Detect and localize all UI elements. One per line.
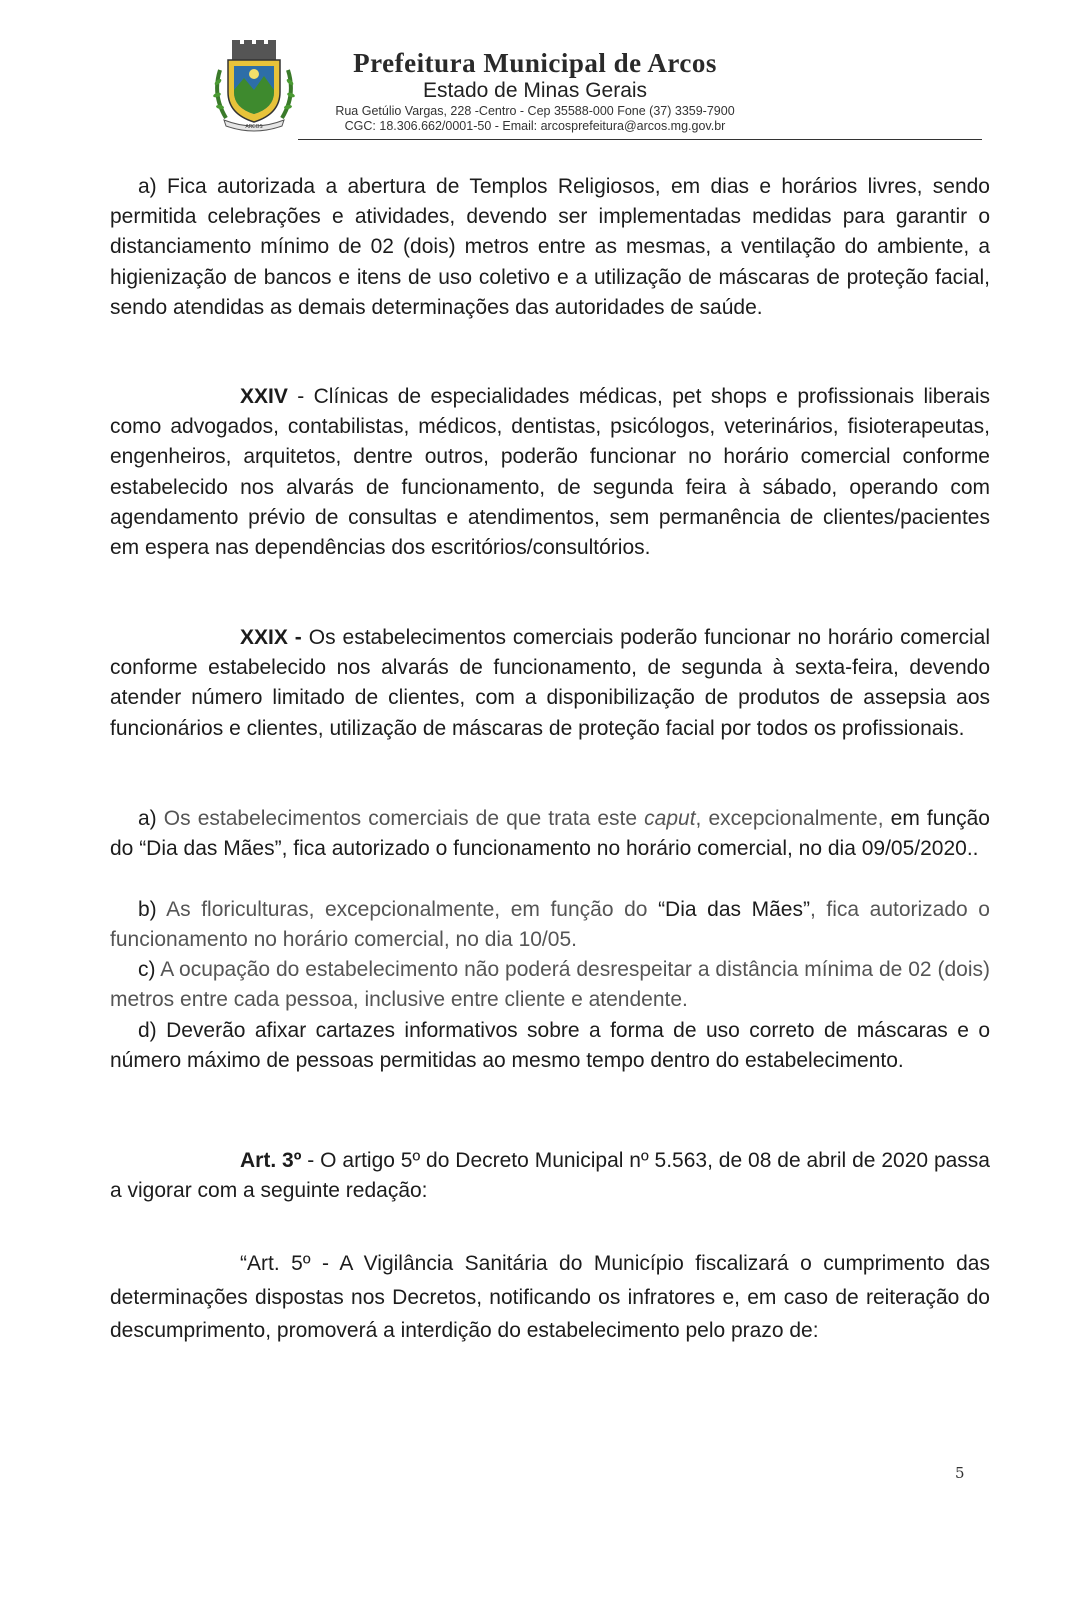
municipal-crest-icon <box>210 40 298 132</box>
sub-b-gray-2: , fica autorizado o funcionamento no horário comercial, no dia 10/05. <box>110 898 990 952</box>
item-label-xxix: XXIX - <box>240 626 302 649</box>
sub-a-gray-2: , excepcionalmente, <box>695 807 884 830</box>
sub-b-gray-1: As floriculturas, excepcionalmente, em função do <box>166 898 659 921</box>
sub-a-gray-1: Os estabelecimentos comerciais de que trata este <box>163 807 645 830</box>
page-number: 5 <box>955 1464 965 1482</box>
paragraph-art-5: “Art. 5º - A Vigilância Sanitária do Município fiscalizará o cumprimento das determinações dispostas nos Decretos, notificando os infratores e, em caso de reiteração do descumprimento, promoverá a interdição do estabelecimento pelo prazo de: <box>110 1252 990 1342</box>
sub-a-italic: caput <box>644 807 696 830</box>
letterhead-text <box>300 48 770 134</box>
letterhead-address: Rua Getúlio Vargas, 228 -Centro - Cep 35588-000 Fone (37) 3359-7900 <box>335 104 735 118</box>
letterhead-contact: CGC: 18.306.662/0001-50 - Email: arcosprefeitura@arcos.mg.gov.br <box>344 119 726 133</box>
sub-a-rest: em função do “Dia das Mães”, fica autorizado o funcionamento no horário comercial, no dia 09/05/2020.. <box>110 807 990 861</box>
letterhead-divider <box>298 139 982 140</box>
paragraph-art-3 <box>110 1146 990 1206</box>
crest-ribbon-text: ARCOS <box>245 124 263 130</box>
article-label-3: Art. 3º <box>240 1149 302 1172</box>
paragraph-sub-d: d) Deverão afixar cartazes informativos sobre a forma de uso correto de máscaras e o número máximo de pessoas permitidas ao mesmo tempo dentro do estabelecimento. <box>110 1019 990 1073</box>
item-label-xxiv: XXIV <box>240 385 288 408</box>
sub-c-prefix: c) <box>138 958 161 981</box>
sub-a-prefix: a) <box>138 807 164 830</box>
item-text-xxiv: - Clínicas de especialidades médicas, pet shops e profissionais liberais como advogados, contabilistas, médicos, dentistas, psicólogos, veterinários, fisioterapeutas, engenheiros, arquitetos, dentre outros, poderão funcionar no horário comercial conforme estabelecido nos alvarás de funcionamento, de segunda feira à sábado, operando com agendamento prévio de consultas e atendimentos, sem permanência de clientes/pacientes em espera nas dependências dos escritórios/consultórios. <box>110 385 990 560</box>
paragraph-xxiv <box>110 382 990 563</box>
paragraph-sub-c <box>110 955 990 1015</box>
letterhead-state: Estado de Minas Gerais <box>422 79 648 102</box>
letterhead <box>210 38 770 142</box>
item-text-xxix: Os estabelecimentos comerciais poderão funcionar no horário comercial conforme estabelecido nos alvarás de funcionamento, de segunda à sexta-feira, devendo atender número limitado de clientes, com a disponibilização de produtos de assepsia aos funcionários e clientes, utilização de máscaras de proteção facial por todos os profissionais. <box>110 626 990 740</box>
letterhead-title: Prefeitura Municipal de Arcos <box>353 48 717 78</box>
article-text-3: - O artigo 5º do Decreto Municipal nº 5.563, de 08 de abril de 2020 passa a vigorar com a seguinte redação: <box>110 1149 990 1203</box>
paragraph-xxix <box>110 623 990 744</box>
paragraph-templos: a) Fica autorizada a abertura de Templos Religiosos, em dias e horários livres, sendo permitida celebrações e atividades, devendo ser implementadas medidas para garantir o distanciamento mínimo de 02 (dois) metros entre as mesmas, a ventilação do ambiente, a higienização de bancos e itens de uso coletivo e a utilização de máscaras de proteção facial, sendo atendidas as demais determinações das autoridades de saúde. <box>110 175 990 319</box>
paragraph-sub-b <box>110 895 990 955</box>
sub-c-gray: A ocupação do estabelecimento não poderá desrespeitar a distância mínima de 02 (dois) metros entre cada pessoa, inclusive entre cliente e atendente. <box>110 958 991 1012</box>
sub-b-dark: “Dia das Mães” <box>658 898 810 921</box>
paragraph-sub-a <box>110 804 990 864</box>
sub-b-prefix: b) <box>138 898 167 921</box>
